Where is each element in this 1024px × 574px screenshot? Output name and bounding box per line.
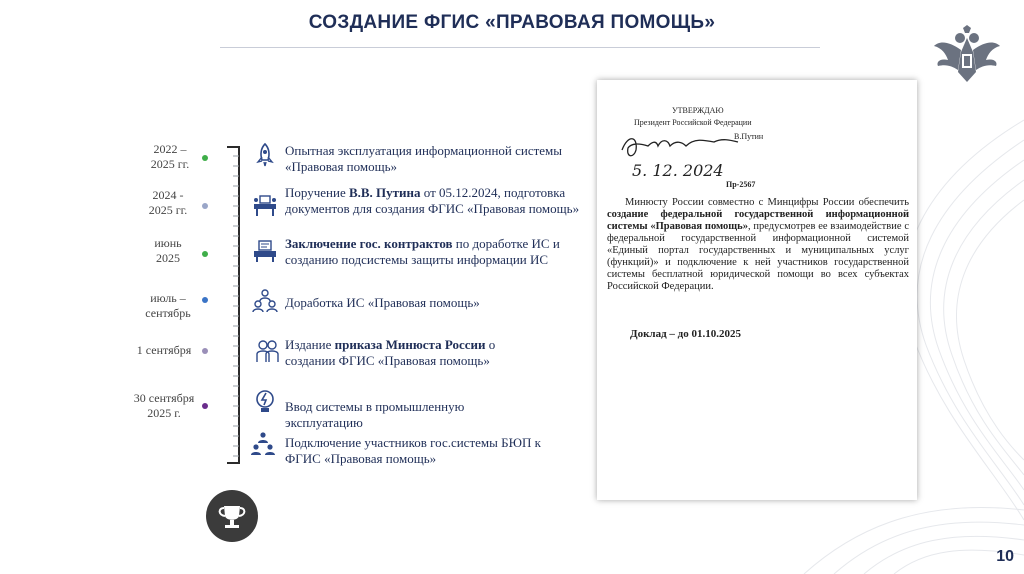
people-icon [254,338,280,364]
timeline-date: 30 сентября 2025 г. [133,391,195,420]
timeline-dot [202,251,208,257]
timeline-dot [202,297,208,303]
page-number: 10 [996,548,1014,565]
timeline-date: июнь 2025 [154,236,182,265]
timeline-axis [227,146,241,464]
timeline-date: 2022 – 2025 гг. [150,142,190,171]
title-divider [220,47,820,48]
timeline-event: Поручение В.В. Путина от 05.12.2024, подготовка документов для создания ФГИС «Правовая помощь» [285,185,580,216]
president-caption: Президент Российской Федерации [634,118,752,127]
decree-number: Пр-2567 [726,180,756,189]
timeline-dot [202,348,208,354]
timeline-dot [202,403,208,409]
lightbulb-icon [252,388,278,414]
trophy-badge [206,490,258,542]
timeline-dot [202,155,208,161]
timeline-event: Издание приказа Минюста России о создании ФГИС «Правовая помощь» [285,337,496,368]
timeline-date: июль – сентябрь [145,291,191,320]
trophy-icon [206,490,258,542]
contract-desk-icon [252,238,278,264]
timeline-event: Подключение участников гос.системы БЮП к ФГИС «Правовая помощь» [285,435,541,466]
rocket-icon [252,142,278,168]
signature-date: 5. 12. 2024 [632,161,724,180]
decree-body: Минюсту России совместно с Минцифры России обеспечить создание федеральной государственной информационной системы «Правовая помощь», предусмотрев ее взаимодействие с федеральной государственной информационной системой «Единый портал государственных и муниципальных услуг (функций)» и подключение к ней участников государственной системы бесплатной юридической помощи во всех субъектах Российской Федерации. [607,197,909,292]
team-icon [252,288,278,314]
timeline-event: Заключение гос. контрактов по доработке ИС и созданию подсистемы защиты информации ИС [285,236,560,267]
putin-caption: В.Путин [734,132,764,141]
approve-heading: УТВЕРЖДАЮ [672,106,724,115]
timeline-date: 2024 - 2025 гг. [148,188,188,217]
handwritten-signature [618,128,758,188]
page-title: СОЗДАНИЕ ФГИС «ПРАВОВАЯ ПОМОЩЬ» [308,12,716,33]
network-users-icon [250,431,276,457]
timeline-date: 1 сентября [136,343,192,357]
timeline-dot [202,203,208,209]
timeline-event: Доработка ИС «Правовая помощь» [285,295,480,310]
desk-meeting-icon [252,192,278,218]
report-deadline: Доклад – до 01.10.2025 [630,328,741,340]
eagle-emblem-icon [932,24,1002,86]
timeline-event: Опытная эксплуатация информационной системы «Правовая помощь» [285,143,563,174]
timeline-event: Ввод системы в промышленную эксплуатацию [285,399,465,430]
